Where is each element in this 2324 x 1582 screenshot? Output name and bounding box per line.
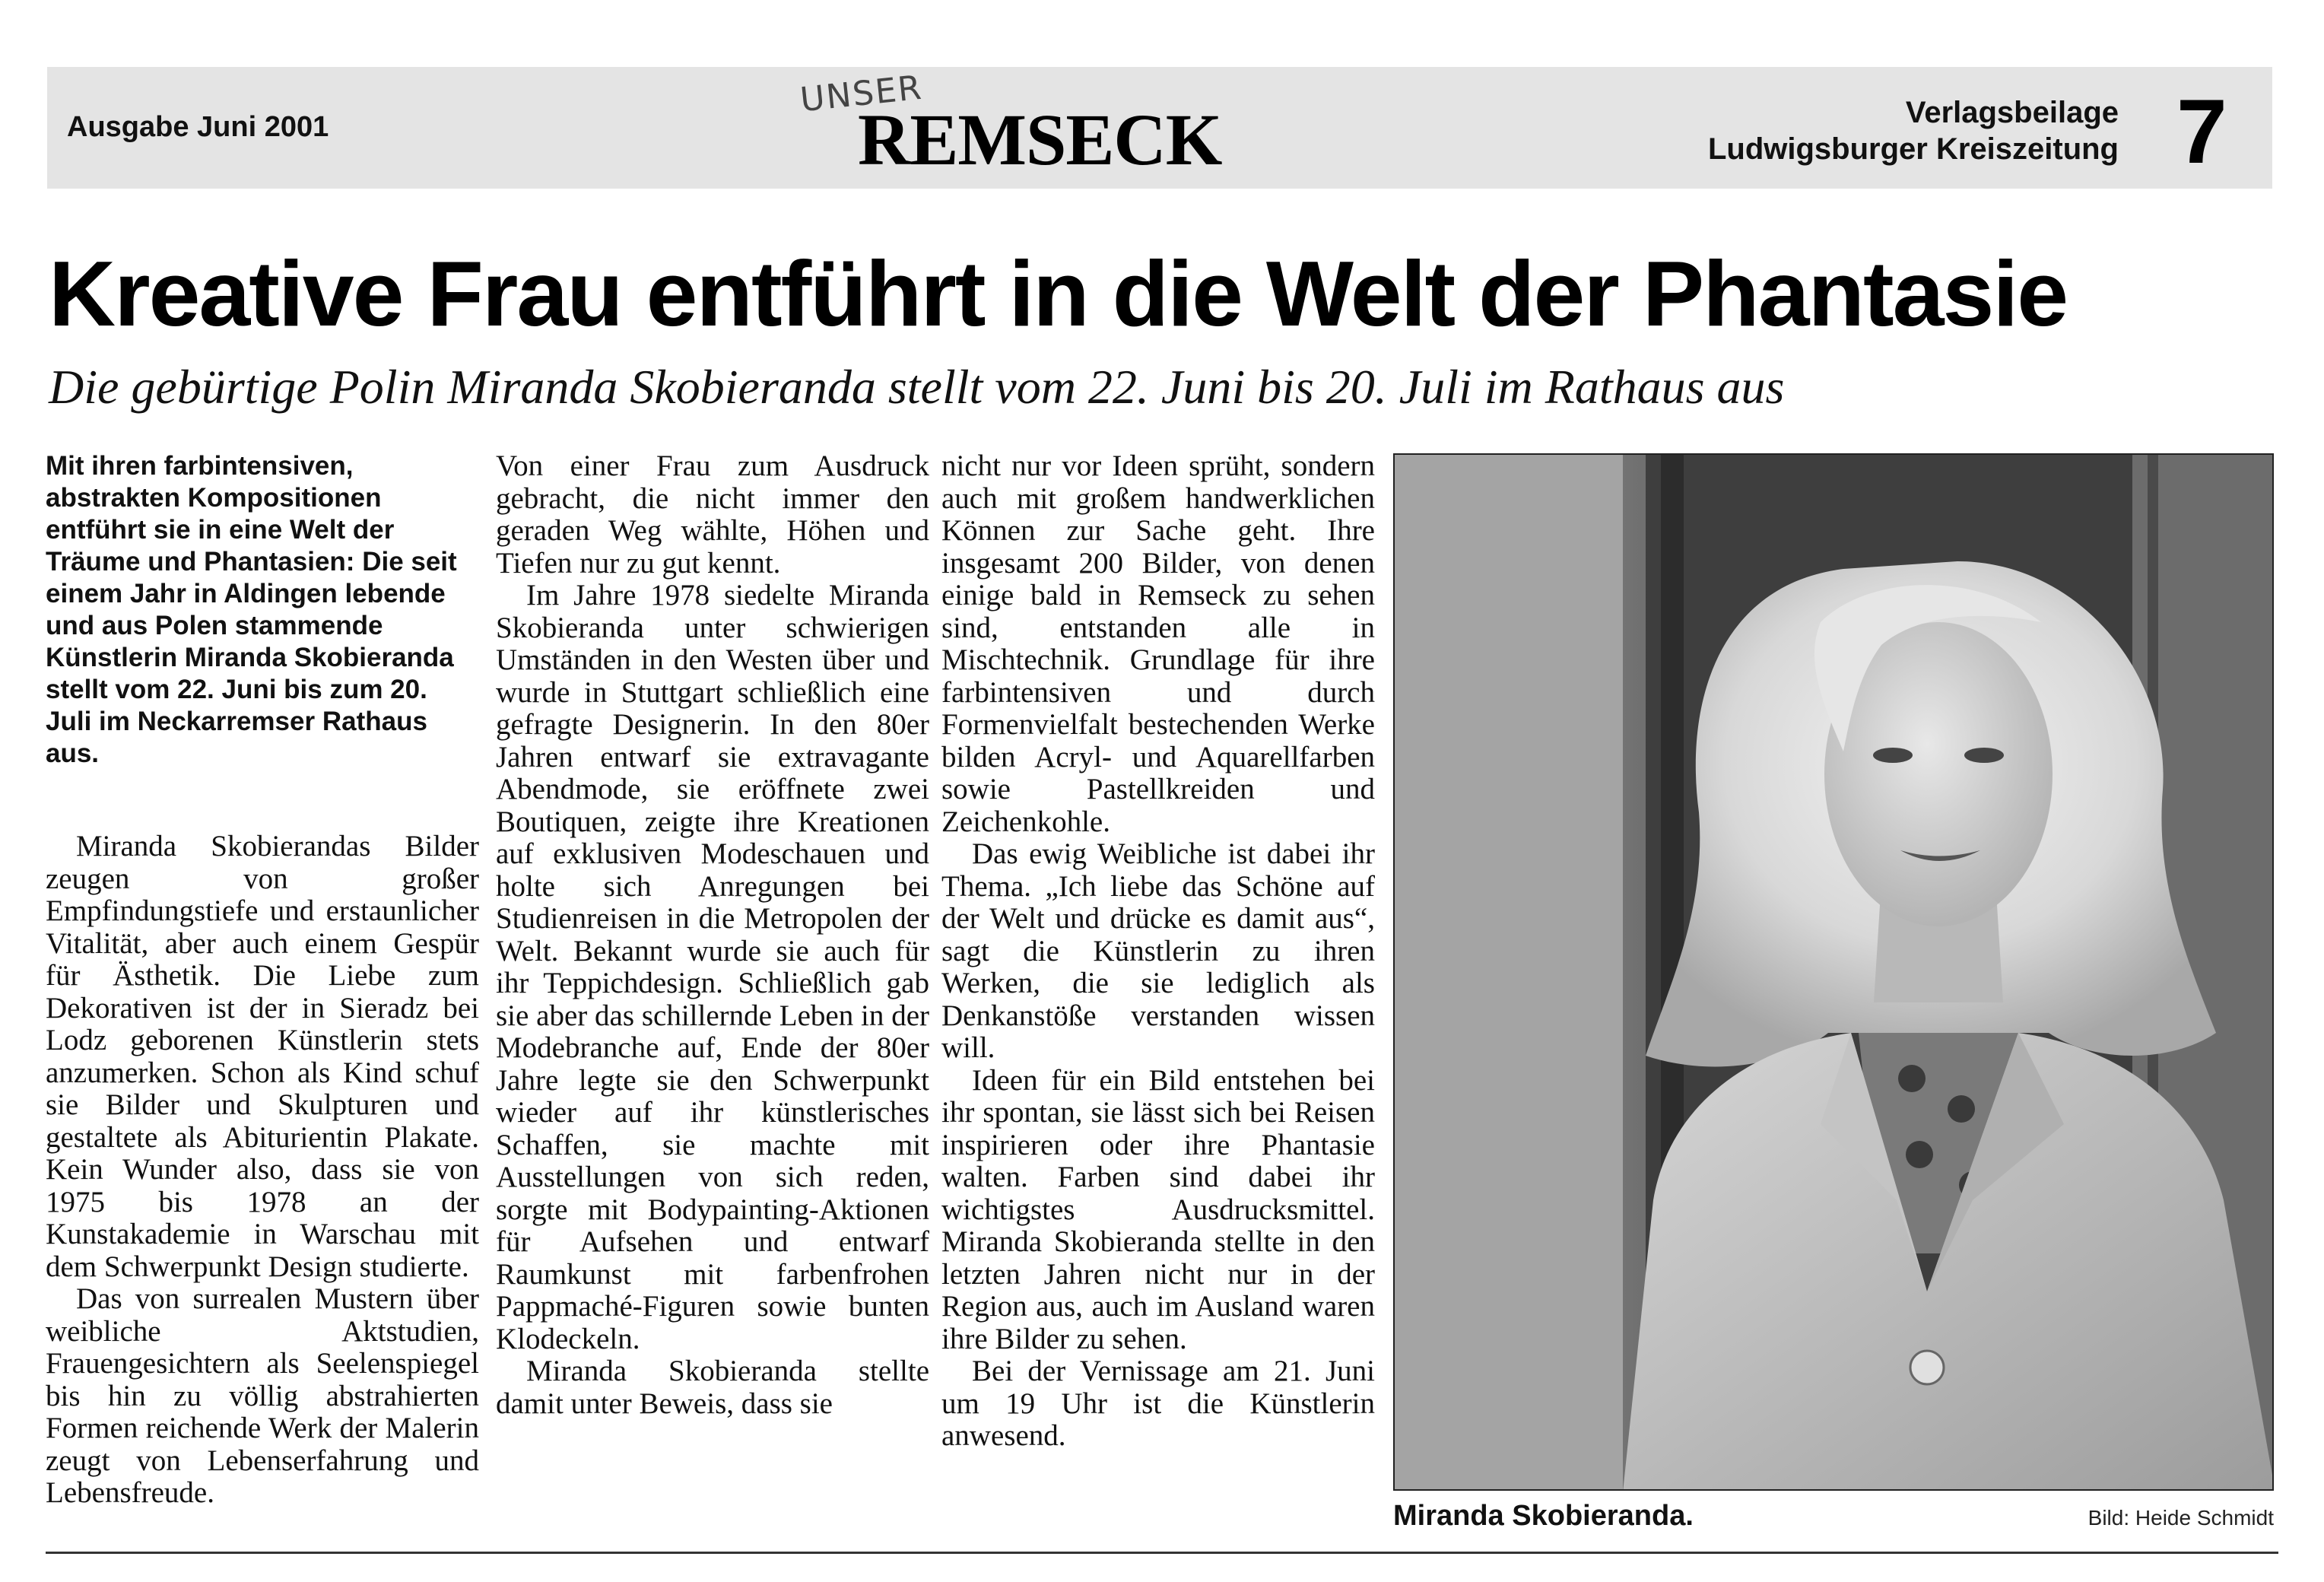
photo-credit: Bild: Heide Schmidt	[2087, 1506, 2274, 1530]
article-lead: Mit ihren farbintensiven, abstrakten Kompositionen entführt sie in eine Welt der Träume und Phantasien: Die seit einem Jahr in Aldingen lebende und aus Polen stammende Künstlerin Miranda Skobieranda stellt vom 22. Juni bis zum 20. Juli im Neckarremser Rathaus aus.	[46, 451, 457, 768]
article-column-1	[46, 450, 479, 1530]
portrait-illustration	[1395, 455, 2274, 1491]
article-paragraph: Das ewig Weibliche ist dabei ihr Thema. „Ich liebe das Schöne auf der Welt und drücke es damit aus“, sagt die Künstlerin zu ihren Werken, die sie lediglich als Denkanstöße verstanden wissen will.	[941, 837, 1375, 1064]
bottom-rule	[46, 1552, 2278, 1554]
article-paragraph: nicht nur vor Ideen sprüht, sondern auch mit großem handwerklichen Können zur Sache geht. Ihre insgesamt 200 Bilder, von denen einige bald in Remseck zu sehen sind, entstanden alle in Mischtechnik. Grundlage für ihre farbintensiven und durch Formenvielfalt bestechenden Werke bilden Acryl- und Aquarellfarben sowie Pastellkreiden und Zeichenkohle.	[941, 450, 1375, 838]
publisher-line-1: Verlagsbeilage	[1905, 96, 2119, 129]
article-subheadline: Die gebürtige Polin Miranda Skobieranda stellt vom 22. Juni bis 20. Juli im Rathaus aus	[49, 360, 1785, 414]
article-headline: Kreative Frau entführt in die Welt der Phantasie	[49, 242, 2068, 345]
issue-label: Ausgabe Juni 2001	[67, 111, 329, 143]
article-paragraph: Miranda Skobieranda stellte damit unter Beweis, dass sie	[496, 1355, 929, 1420]
article-paragraph: Das von surrealen Mustern über weibliche Aktstudien, Frauengesichtern als Seelenspiegel bis hin zu völlig abstrahierten Formen reichende Werk der Malerin zeugt von Lebenserfahrung und Lebensfreude.	[46, 1282, 479, 1509]
article-paragraph: Von einer Frau zum Ausdruck gebracht, die nicht immer den geraden Weg wählte, Höhen und Tiefen nur zu gut kennt.	[496, 450, 929, 580]
page-number: 7	[2176, 81, 2227, 183]
article-paragraph: Ideen für ein Bild entstehen bei ihr spontan, sie lässt sich bei Reisen inspirieren oder ihre Phantasie walten. Farben sind dabei ihr wichtigstes Ausdrucksmittel. Miranda Skobieranda stellte in den letzten Jahren nicht nur in der Region aus, auch im Ausland waren ihre Bilder zu sehen.	[941, 1063, 1375, 1355]
article-paragraph: Miranda Skobierandas Bilder zeugen von großer Empfindungstiefe und erstaunlicher Vitalität, aber auch einem Gespür für Ästhetik. Die Liebe zum Dekorativen ist der in Sieradz bei Lodz geborenen Künstlerin stets anzumerken. Schon als Kind schuf sie Bilder und Skulpturen und gestaltete als Abiturientin Plakate. Kein Wunder also, dass sie von 1975 bis 1978 an der Kunstakademie in Warschau mit dem Schwerpunkt Design studierte.	[46, 830, 479, 1283]
article-paragraph: Bei der Vernissage am 21. Juni um 19 Uhr ist die Künstlerin anwesend.	[941, 1355, 1375, 1452]
photo-caption: Miranda Skobieranda.	[1393, 1500, 1694, 1532]
masthead-prefix: UNSER	[798, 68, 925, 120]
masthead-title: REMSECK	[858, 99, 1222, 180]
publisher-line-2: Ludwigsburger Kreiszeitung	[1707, 132, 2119, 166]
article-column-2	[496, 450, 929, 1530]
portrait-photo	[1393, 453, 2274, 1491]
article-paragraph: Im Jahre 1978 siedelte Miranda Skobieranda unter schwierigen Umständen in den Westen über und wurde in Stuttgart schließlich eine gefragte Designerin. In den 80er Jahren entwarf sie extravagante Abendmode, sie eröffnete zwei Boutiquen, zeigte ihre Kreationen auf exklusiven Modeschauen und holte sich Anregungen bei Studienreisen in die Metropolen der Welt. Bekannt wurde sie auch für ihr Teppichdesign. Schließlich gab sie aber das schillernde Leben in der Modebranche auf, Ende der 80er Jahre legte sie den Schwerpunkt wieder auf ihr künstlerisches Schaffen, sie machte mit Ausstellungen von sich reden, sorgte mit Bodypainting-Aktionen für Aufsehen und entwarf Raumkunst mit farbenfrohen Pappmaché-Figuren sowie bunten Klodeckeln.	[496, 579, 929, 1355]
article-column-3	[941, 450, 1375, 1530]
